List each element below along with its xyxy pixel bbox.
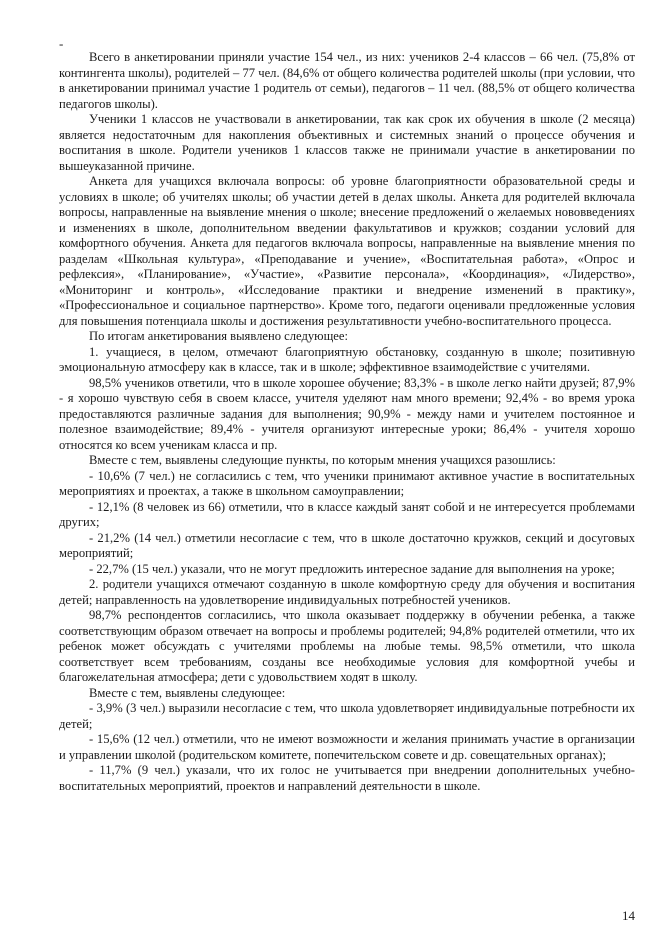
leading-dash: - xyxy=(59,36,64,51)
paragraph-parents-stats: 98,7% респондентов согласились, что школа оказывает поддержку в обучении ребенка, а также соответствующим образом отвечает на вопросы и проблемы родителей; 94,8% родителей отметили, что их ребенок может обсуждать с учителями проблемы на любые темы. 98,5% отметили, что школа соответствует всем требованиям, созданы все необходимые условия для комфортной учебы и благожелательная атмосфера; дети с удовольствием ходят в школу. xyxy=(59,608,635,684)
list-item: - 15,6% (12 чел.) отметили, что не имеют возможности и желания принимать участие в организации и управлении школой (родительском комитете, попечительском совете и др. совещательных органах); xyxy=(59,732,635,762)
paragraph-parents-disagree-intro: Вместе с тем, выявлены следующее: xyxy=(89,685,286,700)
list-item: - 11,7% (9 чел.) указали, что их голос не учитывается при внедрении дополнительных учебно-воспитательных мероприятий, проектов и направлений деятельности в школе. xyxy=(59,763,635,793)
list-item: - 10,6% (7 чел.) не согласились с тем, что ученики принимают активное участие в воспитательных мероприятиях и проектах, а также в школьном самоуправлении; xyxy=(59,468,635,498)
paragraph-parents-summary: 2. родители учащихся отмечают созданную в школе комфортную среду для обучения и воспитания детей; направленность на удовлетворение индивидуальных потребностей учеников. xyxy=(59,577,635,607)
list-item: - 22,7% (15 чел.) указали, что не могут предложить интересное задание для выполнения на уроке; xyxy=(89,561,615,576)
paragraph-students-disagree-intro: Вместе с тем, выявлены следующие пункты, по которым мнения учащихся разошлись: xyxy=(89,453,556,467)
paragraph-first-grade: Ученики 1 классов не участвовали в анкетировании, так как срок их обучения в школе (2 месяца) является недостаточным для накопления объективных и системных знаний о процессе обучения и воспитания в школе. Родители учеников 1 классов также не принимали участие в анкетировании по вышеуказанной причине. xyxy=(59,112,635,173)
paragraph-participants: Всего в анкетировании приняли участие 154 чел., из них: учеников 2-4 классов – 66 чел. (75,8% от контингента школы), родителей – 77 чел. (84,6% от общего количества родителей школы (при условии, что в анкетировании принимал участие 1 родитель от семьи), педагогов – 11 чел. (88,5% от общего количества педагогов школы). xyxy=(59,50,635,111)
paragraph-students-stats: 98,5% учеников ответили, что в школе хорошее обучение; 83,3% - в школе легко найти друзей; 87,9% - я хорошо чувствую себя в своем классе, учителя уделяют нам много времени; 92,4% - во время урока предоставляются различные задания для выполнения; 90,9% - между нами и учителем постоянное и полезное взаимодействие; 89,4% - учителя организуют интересные уроки; 86,4% - учителя хорошо относятся ко всем ученикам класса и пр. xyxy=(59,375,635,452)
list-item: - 21,2% (14 чел.) отметили несогласие с тем, что в школе достаточно кружков, секций и досуговых мероприятий; xyxy=(59,530,635,560)
page-number: 14 xyxy=(622,908,635,923)
list-item: - 12,1% (8 человек из 66) отметили, что в классе каждый занят собой и не интересуется проблемами других; xyxy=(59,499,635,529)
paragraph-students-summary: 1. учащиеся, в целом, отмечают благоприятную обстановку, созданную в школе; позитивную эмоциональную атмосферу как в классе, так и в школе; эффективное взаимодействие с учителями. xyxy=(59,344,635,374)
body-text xyxy=(59,50,635,794)
paragraph-results-intro: По итогам анкетирования выявлено следующее: xyxy=(89,329,348,343)
paragraph-survey-content: Анкета для учащихся включала вопросы: об уровне благоприятности образовательной среды и условиях в школе; об учителях школы; об участии детей в делах школы. Анкета для родителей включала вопросы, направленные на выявление мнения о школе; внесение предложений о желаемых нововведениях и изменениях в школе, дополнительном введении факультативов и кружков; создании условий для комфортного обучения. Анкета для педагогов включала вопросы, направленные на выявление мнения по разделам «Школьная культура», «Преподавание и учение», «Воспитательная работа», «Опрос и рефлексия», «Планирование», «Участие», «Развитие персонала», «Координация», «Лидерство», «Мониторинг и контроль», «Исследование практики и внедрение изменений в практику», «Профессиональное и социальное партнерство». Кроме того, педагоги оценивали предложенные условия для повышения потенциала школы и достижения результативности учебно-воспитательного процесса. xyxy=(59,174,635,328)
list-item: - 3,9% (3 чел.) выразили несогласие с тем, что школа удовлетворяет индивидуальные потребности их детей; xyxy=(59,701,635,731)
